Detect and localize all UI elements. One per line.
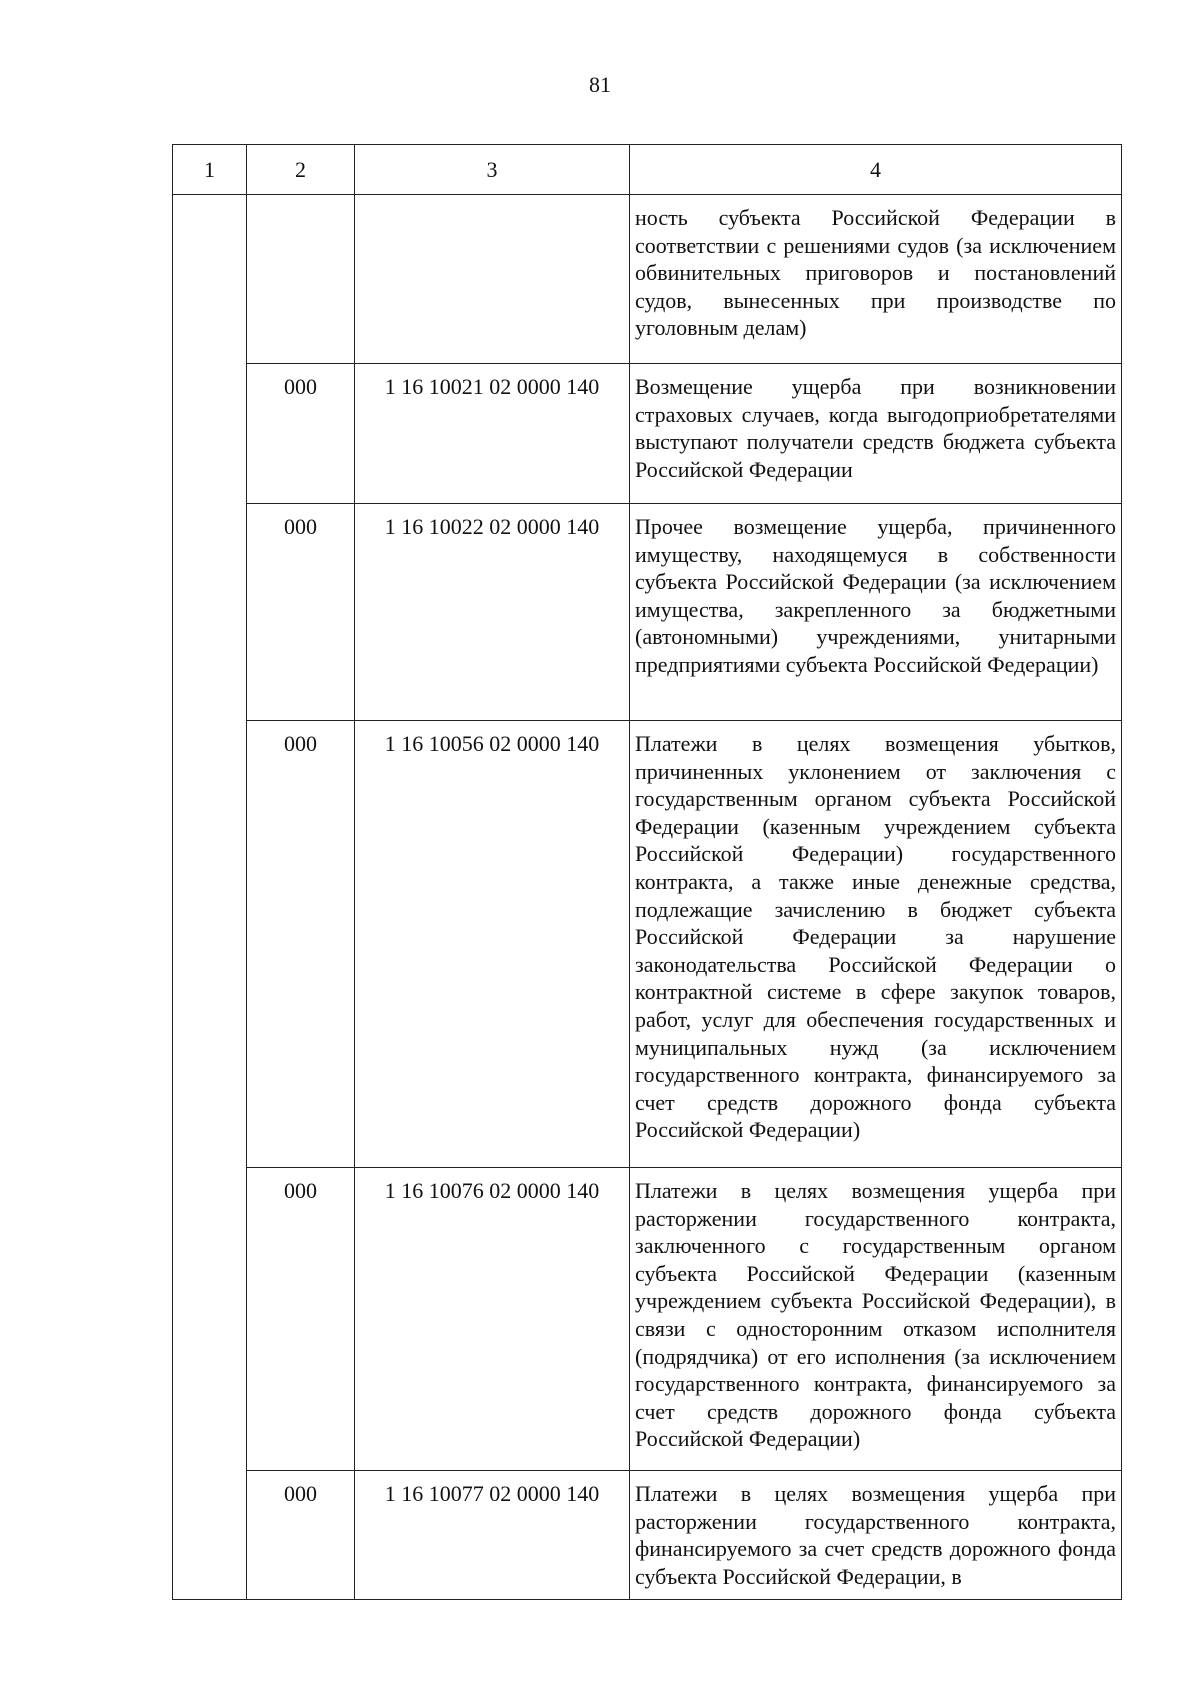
- description-cell: Платежи в целях возмещения убытков, причиненных уклонением от заключения с государственным органом субъекта Российской Федерации (казенным учреждением субъекта Российской Федерации) государственного контракта, а также иные денежные средства, подлежащие зачислению в бюджет субъекта Российской Федерации за нарушение законодательства Российской Федерации о контрактной системе в сфере закупок товаров, работ, услуг для обеспечения государственных и муниципальных нужд (за исключением государственного контракта, финансируемого за счет средств дорожного фонда субъекта Российской Федерации): [630, 721, 1122, 1168]
- admin-code-cell: 000: [247, 1471, 355, 1600]
- revenue-code-cell: 1 16 10022 02 0000 140: [355, 504, 630, 721]
- table-row: [173, 1168, 1122, 1471]
- revenue-code-cell: 1 16 10056 02 0000 140: [355, 721, 630, 1168]
- column-header-2: 2: [247, 145, 355, 195]
- revenue-code-cell: 1 16 10076 02 0000 140: [355, 1168, 630, 1471]
- table-row: [173, 195, 1122, 364]
- admin-code-cell: 000: [247, 504, 355, 721]
- group-cell: [173, 195, 247, 1600]
- table-row: [173, 1471, 1122, 1600]
- description-cell: Платежи в целях возмещения ущерба при расторжении государственного контракта, заключенного с государственным органом субъекта Российской Федерации (казенным учреждением субъекта Российской Федерации), в связи с односторонним отказом исполнителя (подрядчика) от его исполнения (за исключением государственного контракта, финансируемого за счет средств дорожного фонда субъекта Российской Федерации): [630, 1168, 1122, 1471]
- admin-code-cell: 000: [247, 721, 355, 1168]
- admin-code-cell: [247, 195, 355, 364]
- budget-classification-table: [172, 144, 1122, 1600]
- table-row: [173, 504, 1122, 721]
- column-header-1: 1: [173, 145, 247, 195]
- table-header-row: [173, 145, 1122, 195]
- description-cell: ность субъекта Российской Федерации в соответствии с решениями судов (за исключением обвинительных приговоров и постановлений судов, вынесенных при производстве по уголовным делам): [630, 195, 1122, 364]
- table-body: [173, 195, 1122, 1600]
- table-row: [173, 721, 1122, 1168]
- revenue-code-cell: 1 16 10077 02 0000 140: [355, 1471, 630, 1600]
- page-number: 81: [589, 72, 611, 97]
- table-row: [173, 364, 1122, 504]
- description-cell: Прочее возмещение ущерба, причиненного имуществу, находящемуся в собственности субъекта Российской Федерации (за исключением имущества, закрепленного за бюджетными (автономными) учреждениями, унитарными предприятиями субъекта Российской Федерации): [630, 504, 1122, 721]
- description-cell: Платежи в целях возмещения ущерба при расторжении государственного контракта, финансируемого за счет средств дорожного фонда субъекта Российской Федерации, в: [630, 1471, 1122, 1600]
- revenue-code-cell: 1 16 10021 02 0000 140: [355, 364, 630, 504]
- description-cell: Возмещение ущерба при возникновении страховых случаев, когда выгодоприобретателями выступают получатели средств бюджета субъекта Российской Федерации: [630, 364, 1122, 504]
- column-header-3: 3: [355, 145, 630, 195]
- column-header-4: 4: [630, 145, 1122, 195]
- revenue-code-cell: [355, 195, 630, 364]
- table-header: [173, 145, 1122, 195]
- admin-code-cell: 000: [247, 364, 355, 504]
- admin-code-cell: 000: [247, 1168, 355, 1471]
